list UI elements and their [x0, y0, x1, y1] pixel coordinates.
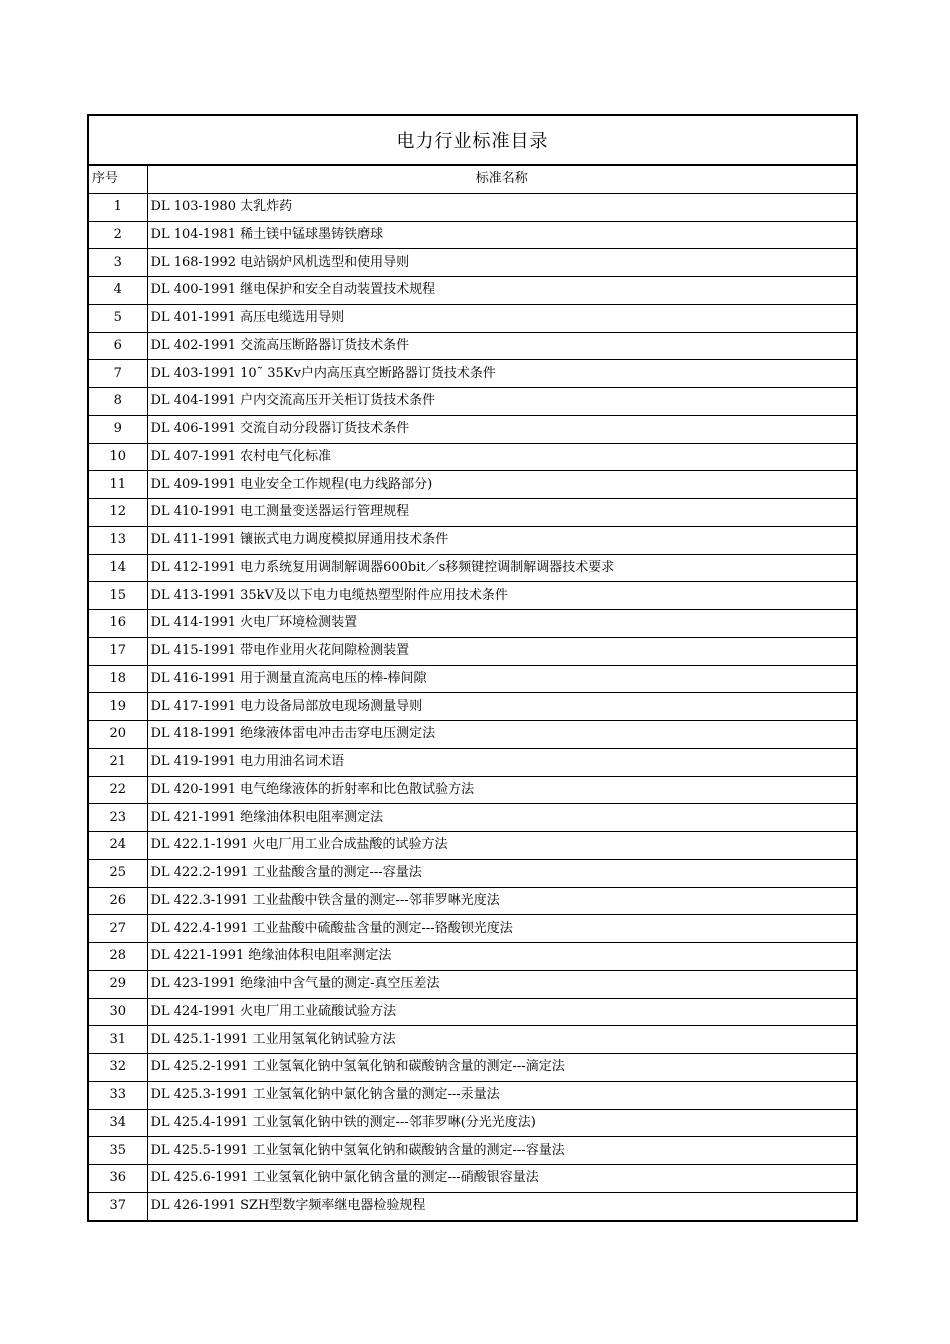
row-number: 17: [89, 637, 147, 665]
standards-sheet: [87, 114, 858, 1222]
row-number: 9: [89, 415, 147, 443]
table-header-row: [89, 166, 856, 193]
row-number: 4: [89, 277, 147, 305]
standard-name: DL 4221-1991 绝缘油体积电阻率测定法: [147, 943, 856, 971]
row-number: 10: [89, 443, 147, 471]
table-row: [89, 1081, 856, 1109]
row-number: 29: [89, 970, 147, 998]
table-row: [89, 193, 856, 221]
table-row: [89, 665, 856, 693]
row-number: 15: [89, 582, 147, 610]
table-row: [89, 832, 856, 860]
standard-name: DL 403-1991 10˜ 35Kv户内高压真空断路器订货技术条件: [147, 360, 856, 388]
row-number: 34: [89, 1109, 147, 1137]
standard-name: DL 423-1991 绝缘油中含气量的测定-真空压差法: [147, 970, 856, 998]
table-row: [89, 443, 856, 471]
standard-name: DL 410-1991 电工测量变送器运行管理规程: [147, 499, 856, 527]
standard-name: DL 425.1-1991 工业用氢氧化钠试验方法: [147, 1026, 856, 1054]
table-row: [89, 859, 856, 887]
standard-name: DL 168-1992 电站锅炉风机选型和使用导则: [147, 249, 856, 277]
standard-name: DL 404-1991 户内交流高压开关柜订货技术条件: [147, 388, 856, 416]
standard-name: DL 425.2-1991 工业氢氧化钠中氢氧化钠和碳酸钠含量的测定---滴定法: [147, 1054, 856, 1082]
standard-name: DL 414-1991 火电厂环境检测装置: [147, 610, 856, 638]
row-number: 23: [89, 804, 147, 832]
standard-name: DL 422.1-1991 火电厂用工业合成盐酸的试验方法: [147, 832, 856, 860]
row-number: 37: [89, 1192, 147, 1219]
row-number: 16: [89, 610, 147, 638]
standard-name: DL 426-1991 SZH型数字频率继电器检验规程: [147, 1192, 856, 1219]
table-row: [89, 249, 856, 277]
standard-name: DL 421-1991 绝缘油体积电阻率测定法: [147, 804, 856, 832]
row-number: 1: [89, 193, 147, 221]
table-row: [89, 304, 856, 332]
standard-name: DL 402-1991 交流高压断路器订货技术条件: [147, 332, 856, 360]
row-number: 11: [89, 471, 147, 499]
row-number: 8: [89, 388, 147, 416]
table-row: [89, 388, 856, 416]
row-number: 31: [89, 1026, 147, 1054]
standard-name: DL 419-1991 电力用油名词术语: [147, 748, 856, 776]
row-number: 13: [89, 526, 147, 554]
row-number: 6: [89, 332, 147, 360]
table-row: [89, 415, 856, 443]
table-row: [89, 748, 856, 776]
column-header-name: 标准名称: [475, 171, 528, 187]
table-row: [89, 721, 856, 749]
page-title: 电力行业标准目录: [89, 116, 856, 166]
table-row: [89, 1165, 856, 1193]
table-row: [89, 943, 856, 971]
table-row: [89, 1026, 856, 1054]
standard-name: DL 411-1991 镶嵌式电力调度模拟屏通用技术条件: [147, 526, 856, 554]
row-number: 33: [89, 1081, 147, 1109]
standard-name: DL 416-1991 用于测量直流高电压的棒-棒间隙: [147, 665, 856, 693]
row-number: 27: [89, 915, 147, 943]
table-row: [89, 804, 856, 832]
standard-name: DL 407-1991 农村电气化标准: [147, 443, 856, 471]
table-row: [89, 610, 856, 638]
table-row: [89, 776, 856, 804]
standard-name: DL 406-1991 交流自动分段器订货技术条件: [147, 415, 856, 443]
row-number: 32: [89, 1054, 147, 1082]
row-number: 2: [89, 221, 147, 249]
table-row: [89, 637, 856, 665]
row-number: 26: [89, 887, 147, 915]
row-number: 7: [89, 360, 147, 388]
column-header-no: 序号: [89, 166, 147, 193]
standard-name: DL 418-1991 绝缘液体雷电冲击击穿电压测定法: [147, 721, 856, 749]
table-row: [89, 915, 856, 943]
standard-name: DL 424-1991 火电厂用工业硫酸试验方法: [147, 998, 856, 1026]
row-number: 24: [89, 832, 147, 860]
row-number: 12: [89, 499, 147, 527]
row-number: 28: [89, 943, 147, 971]
standard-name: DL 422.2-1991 工业盐酸含量的测定---容量法: [147, 859, 856, 887]
table-row: [89, 221, 856, 249]
table-row: [89, 1192, 856, 1219]
table-row: [89, 277, 856, 305]
row-number: 35: [89, 1137, 147, 1165]
standard-name: DL 422.3-1991 工业盐酸中铁含量的测定---邻菲罗啉光度法: [147, 887, 856, 915]
table-row: [89, 332, 856, 360]
table-row: [89, 554, 856, 582]
standard-name: DL 413-1991 35kV及以下电力电缆热塑型附件应用技术条件: [147, 582, 856, 610]
standard-name: DL 417-1991 电力设备局部放电现场测量导则: [147, 693, 856, 721]
table-row: [89, 360, 856, 388]
standard-name: DL 425.4-1991 工业氢氧化钠中铁的测定---邻菲罗啉(分光光度法): [147, 1109, 856, 1137]
table-row: [89, 970, 856, 998]
standard-name: DL 104-1981 稀土镁中锰球墨铸铁磨球: [147, 221, 856, 249]
row-number: 14: [89, 554, 147, 582]
row-number: 30: [89, 998, 147, 1026]
row-number: 3: [89, 249, 147, 277]
standard-name: DL 422.4-1991 工业盐酸中硫酸盐含量的测定---铬酸钡光度法: [147, 915, 856, 943]
table-row: [89, 499, 856, 527]
standard-name: DL 425.3-1991 工业氢氧化钠中氯化钠含量的测定---汞量法: [147, 1081, 856, 1109]
standard-name: DL 420-1991 电气绝缘液体的折射率和比色散试验方法: [147, 776, 856, 804]
standards-table: [89, 166, 856, 1220]
standard-name: DL 103-1980 太乳炸药: [147, 193, 856, 221]
table-row: [89, 693, 856, 721]
row-number: 36: [89, 1165, 147, 1193]
table-row: [89, 998, 856, 1026]
row-number: 25: [89, 859, 147, 887]
row-number: 18: [89, 665, 147, 693]
standard-name: DL 400-1991 继电保护和安全自动装置技术规程: [147, 277, 856, 305]
table-row: [89, 582, 856, 610]
row-number: 20: [89, 721, 147, 749]
table-row: [89, 471, 856, 499]
standard-name: DL 401-1991 高压电缆选用导则: [147, 304, 856, 332]
table-row: [89, 526, 856, 554]
standard-name: DL 412-1991 电力系统复用调制解调器600bit／s移频键控调制解调器技术要求: [147, 554, 856, 582]
row-number: 5: [89, 304, 147, 332]
standard-name: DL 425.5-1991 工业氢氧化钠中氢氧化钠和碳酸钠含量的测定---容量法: [147, 1137, 856, 1165]
table-row: [89, 1054, 856, 1082]
table-row: [89, 887, 856, 915]
table-row: [89, 1109, 856, 1137]
standard-name: DL 415-1991 带电作业用火花间隙检测装置: [147, 637, 856, 665]
row-number: 21: [89, 748, 147, 776]
row-number: 22: [89, 776, 147, 804]
standard-name: DL 425.6-1991 工业氢氧化钠中氯化钠含量的测定---硝酸银容量法: [147, 1165, 856, 1193]
table-row: [89, 1137, 856, 1165]
row-number: 19: [89, 693, 147, 721]
standard-name: DL 409-1991 电业安全工作规程(电力线路部分): [147, 471, 856, 499]
